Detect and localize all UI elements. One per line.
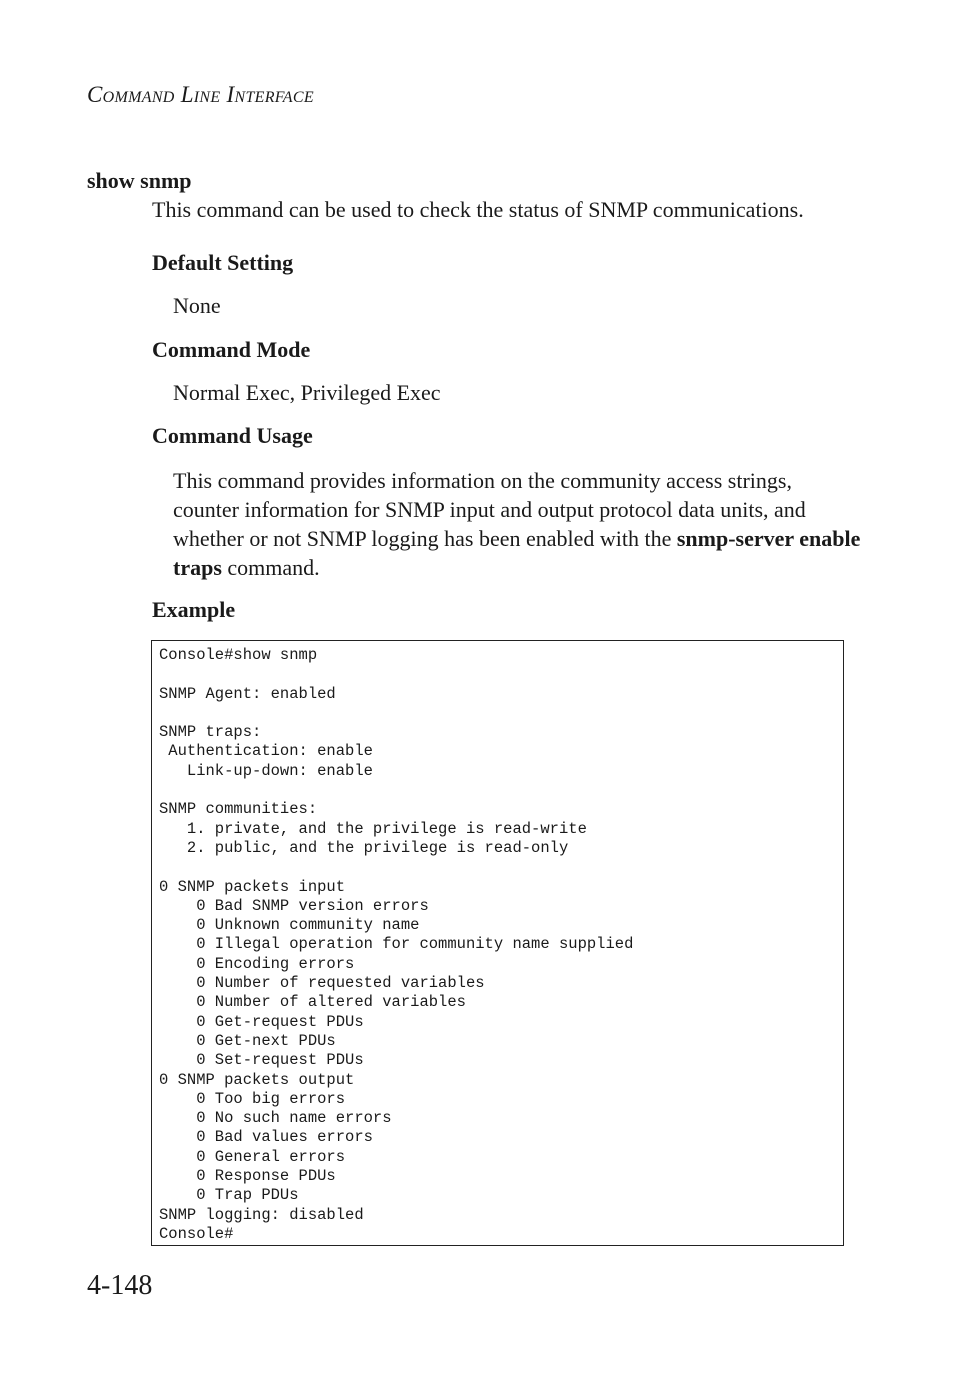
usage-text-before: This command provides information on the community access strings, counter information for SNMP input and output protocol data units, and whether or not SNMP logging has been enabled with the [173, 468, 806, 551]
command-mode-body: Normal Exec, Privileged Exec [173, 380, 441, 405]
default-setting-heading: Default Setting [152, 250, 294, 275]
running-header: Command Line Interface [87, 82, 314, 107]
usage-bold-command: snmp-server enable traps [173, 526, 861, 580]
command-description: This command can be used to check the status of SNMP communications. [152, 197, 804, 222]
command-usage-heading: Command Usage [152, 423, 313, 448]
page-number: 4-148 [87, 1270, 153, 1301]
example-code: Console#show snmp SNMP Agent: enabled SNMP traps: Authentication: enable Link-up-down: enable SNMP communities: 1. private, and the privilege is read-write 2. public, and the privilege is read-only 0 SNMP packets input 0 Bad SNMP version errors 0 Unknown community name 0 Illegal operation for community name supplied 0 Encoding errors 0 Number of requested variables 0 Number of altered variables 0 Get-request PDUs 0 Get-next PDUs 0 Set-request PDUs 0 SNMP packets output 0 Too big errors 0 No such name errors 0 Bad values errors 0 General errors 0 Response PDUs 0 Trap PDUs SNMP logging: disabled Console# [159, 646, 634, 1243]
command-mode-heading: Command Mode [152, 337, 311, 362]
command-usage-body [173, 466, 863, 582]
usage-text-after: command. [221, 555, 320, 580]
example-code-box [151, 640, 844, 1246]
example-heading: Example [152, 597, 236, 622]
command-title: show snmp [87, 168, 192, 193]
default-setting-body: None [173, 293, 221, 318]
